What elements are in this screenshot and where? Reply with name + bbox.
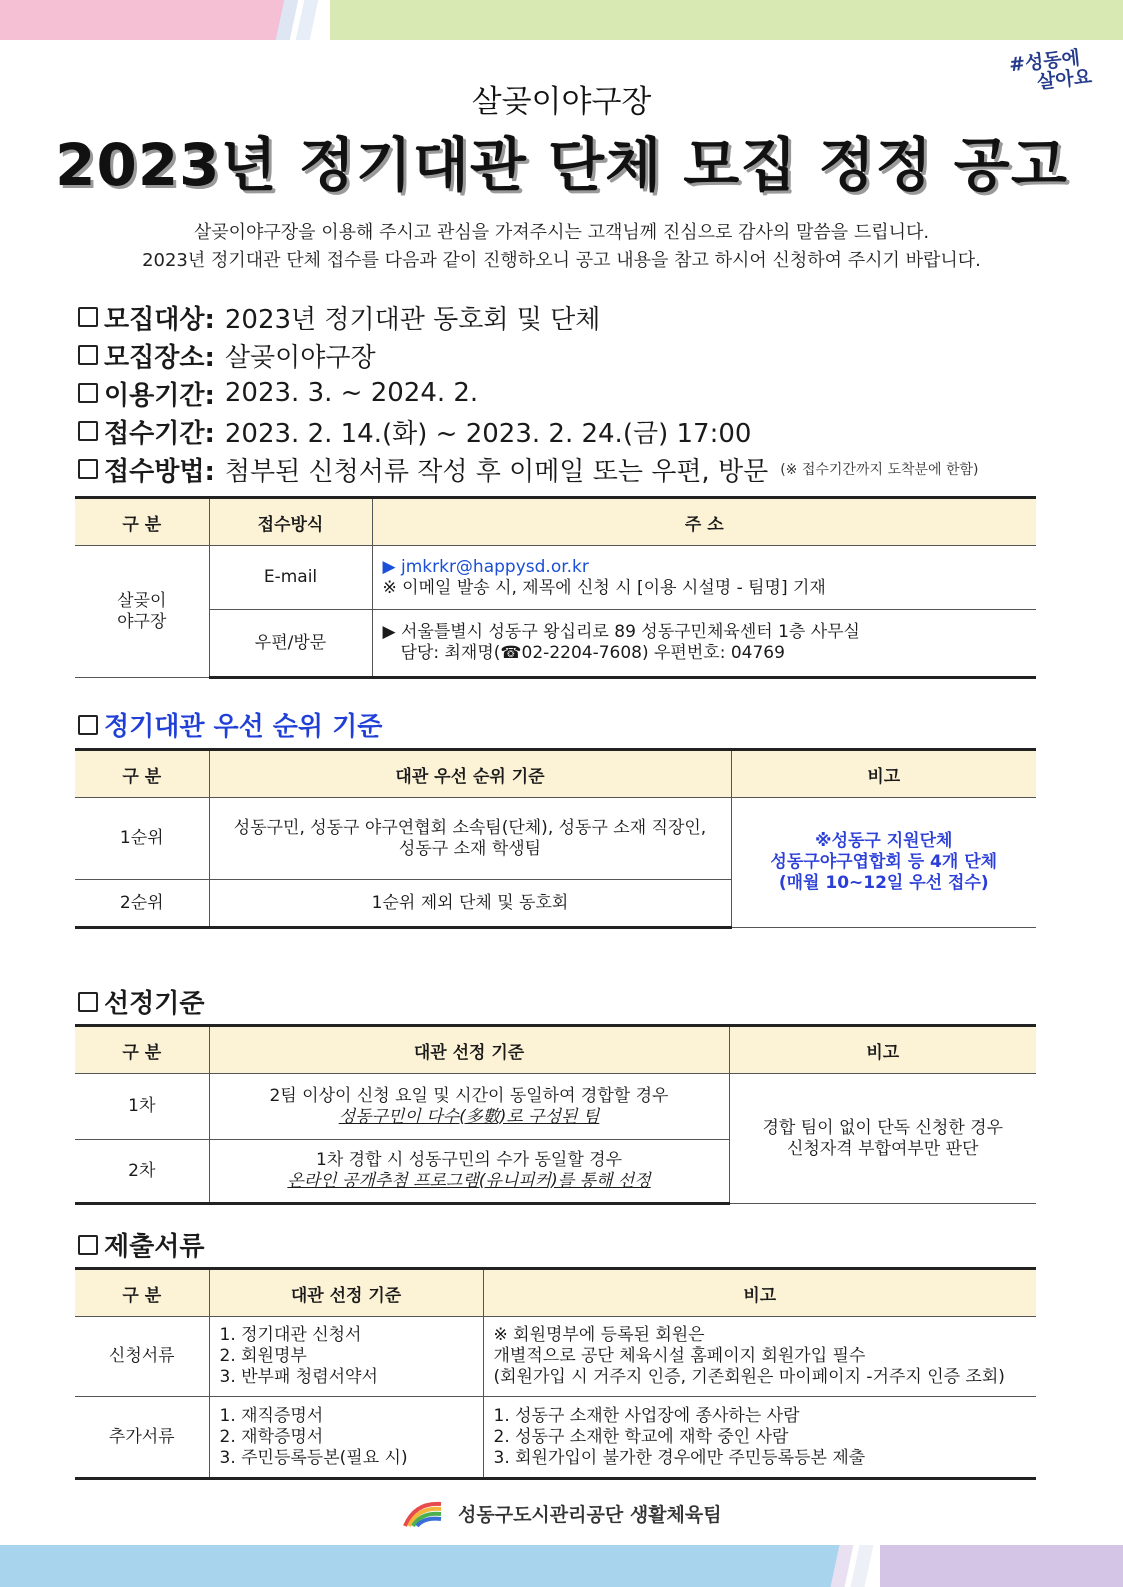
info-row-period [78,374,1078,412]
bottom-stripe-accent [851,1545,874,1587]
doc-item: 2. 재학증명서 [219,1426,324,1447]
criteria-line: 온라인 공개추첨 프로그램(유니피커)를 통해 선정 [287,1171,651,1191]
info-key: 모집장소: [104,342,215,373]
doc-note: 2. 성동구 소재한 학교에 재학 중인 사람 [493,1426,789,1447]
table-header-row [75,1269,1036,1317]
recruitment-info [78,298,1078,488]
note-line: 성동구야구엽합회 등 4개 단체 [770,852,998,872]
rainbow-logo-icon [401,1498,445,1533]
selection-table [75,1024,1036,1205]
checkbox-icon [78,307,98,327]
info-row-target [78,298,1078,336]
round-cell: 1차 [75,1074,209,1140]
table-header: 대관 우선 순위 기준 [209,750,731,798]
checkbox-icon [78,992,98,1012]
info-value: 2023년 정기대관 동호회 및 단체 [224,304,601,335]
page-subtitle: 살곶이야구장 [471,84,652,120]
doc-note: 3. 회원가입이 불가한 경우에만 주민등록등본 제출 [493,1447,866,1468]
intro-line-2: 2023년 정기대관 단체 접수를 다음과 같이 진행하오니 공고 내용을 참고 하시어 신청하여 주시기 바랍니다. [142,250,981,271]
note-line: ※성동구 지원단체 [815,831,953,851]
table-header: 구 분 [75,1026,209,1074]
table-header: 대관 선정 기준 [209,1026,729,1074]
intro-text [0,219,1123,275]
table-row [75,546,1036,610]
info-row-reception-period [78,412,1078,450]
email-link[interactable]: ▶ jmkrkr@happysd.or.kr [382,556,589,577]
table-header: 대관 선정 기준 [209,1269,483,1317]
email-note: ※ 이메일 발송 시, 제목에 신청 시 [이용 시설명 - 팀명] 기재 [382,577,826,598]
info-key: 이용기간: [104,380,215,411]
doc-type-cell: 추가서류 [75,1397,209,1479]
doc-item: 1. 정기대관 신청서 [219,1325,362,1345]
doc-note: 1. 성동구 소재한 사업장에 종사하는 사람 [493,1405,800,1426]
info-key: 모집대상: [104,304,215,335]
reception-table [75,496,1036,679]
top-stripe-accent [296,0,319,40]
table-header-row [75,1026,1036,1074]
checkbox-icon [78,421,98,441]
criteria-line: 성동구 소재 학생팀 [398,838,542,859]
section-title: 선정기준 [104,989,205,1019]
table-header-row [75,750,1036,798]
note-line: (매월 10~12일 우선 접수) [778,873,989,893]
priority-note-cell [731,798,1036,928]
note-line: 신청자격 부합여부만 판단 [787,1138,979,1159]
info-row-reception-method [78,450,1078,488]
criteria-cell [209,1140,729,1204]
page-title: 2023년 정기대관 단체 모집 정정 공고 [55,131,1068,199]
criteria-cell: 1순위 제외 단체 및 동호회 [209,880,731,928]
table-header: 구 분 [75,750,209,798]
info-value: 첨부된 신청서류 작성 후 이메일 또는 우편, 방문 [224,456,769,487]
address-cell [372,546,1036,610]
criteria-line: 성동구민, 성동구 야구연협회 소속팀(단체), 성동구 소재 직장인, [233,817,707,838]
info-note: (※ 접수기간까지 도착분에 한함) [780,462,979,478]
criteria-cell [209,1074,729,1140]
info-value: 2023. 3. ~ 2024. 2. [224,378,479,408]
logo-line-1: #성동에 [1008,46,1081,77]
info-row-place [78,336,1078,374]
note-line: 경합 팀이 없이 단독 신청한 경우 [762,1117,1003,1138]
method-cell: 우편/방문 [209,610,372,678]
address-cell [372,610,1036,678]
doc-note: 개별적으로 공단 체육시설 홈페이지 회원가입 필수 [493,1346,866,1366]
doc-type-cell: 신청서류 [75,1317,209,1397]
doc-item: 2. 회원명부 [219,1346,307,1366]
table-row [75,610,1036,678]
logo-line-2: 살아요 [1036,65,1094,94]
post-contact: 담당: 최재명(☎02-2204-7608) 우편번호: 04769 [400,643,785,663]
info-key: 접수방법: [104,456,215,487]
documents-heading [78,1226,204,1263]
section-title: 제출서류 [104,1232,205,1262]
info-value: 살곶이야구장 [224,342,376,373]
doc-item: 3. 반부패 청렴서약서 [219,1367,378,1387]
priority-table [75,748,1036,929]
info-value: 2023. 2. 14.(화) ~ 2023. 2. 24.(금) 17:00 [224,418,752,449]
info-key: 접수기간: [104,418,215,449]
table-header: 비고 [731,750,1036,798]
intro-line-1: 살곶이야구장을 이용해 주시고 관심을 가져주시는 고객님께 진심으로 감사의 말씀을 드립니다. [193,222,930,243]
section-title: 정기대관 우선 순위 기준 [104,712,383,742]
checkbox-icon [78,383,98,403]
checkbox-icon [78,1235,98,1255]
doc-note-cell [483,1317,1036,1397]
place-cell: 살곶이 야구장 [75,546,209,678]
footer [0,1498,1123,1533]
table-row [75,798,1036,880]
priority-heading [78,706,382,743]
checkbox-icon [78,459,98,479]
table-header: 주 소 [372,498,1036,546]
checkbox-icon [78,345,98,365]
table-row [75,1074,1036,1140]
table-row [75,1317,1036,1397]
documents-table [75,1267,1036,1480]
table-header: 구 분 [75,498,209,546]
table-header: 구 분 [75,1269,209,1317]
doc-list-cell [209,1317,483,1397]
criteria-line: 성동구민이 다수(多數)로 구성된 팀 [338,1106,600,1127]
table-header: 비고 [483,1269,1036,1317]
table-header-row [75,498,1036,546]
table-header: 접수방식 [209,498,372,546]
criteria-cell [209,798,731,880]
table-row [75,1397,1036,1479]
post-address: ▶ 서울틀별시 성동구 왕십리로 89 성동구민체육센터 1층 사무실 [382,622,860,642]
checkbox-icon [78,715,98,735]
selection-heading [78,983,204,1020]
doc-list-cell [209,1397,483,1479]
doc-note: ※ 회원명부에 등록된 회원은 [493,1325,705,1345]
doc-note: (회원가입 시 거주지 인증, 기존회원은 마이페이지 -거주지 인증 조회) [493,1367,1005,1387]
rank-cell: 2순위 [75,880,209,928]
footer-text: 성동구도시관리공단 생활체육팀 [458,1504,722,1526]
doc-item: 3. 주민등록등본(필요 시) [219,1447,408,1468]
bottom-purple-stripe [880,1545,1123,1587]
criteria-line: 2팀 이상이 신청 요일 및 시간이 동일하여 경합할 경우 [269,1085,669,1106]
method-cell: E-mail [209,546,372,610]
rank-cell: 1순위 [75,798,209,880]
top-green-stripe [330,0,1123,40]
doc-note-cell [483,1397,1036,1479]
bottom-blue-stripe [0,1545,840,1587]
table-header: 비고 [729,1026,1036,1074]
round-cell: 2차 [75,1140,209,1204]
selection-note-cell [729,1074,1036,1204]
top-pink-stripe [0,0,290,40]
doc-item: 1. 재직증명서 [219,1405,324,1426]
criteria-line: 1차 경합 시 성동구민의 수가 동일할 경우 [316,1150,622,1170]
